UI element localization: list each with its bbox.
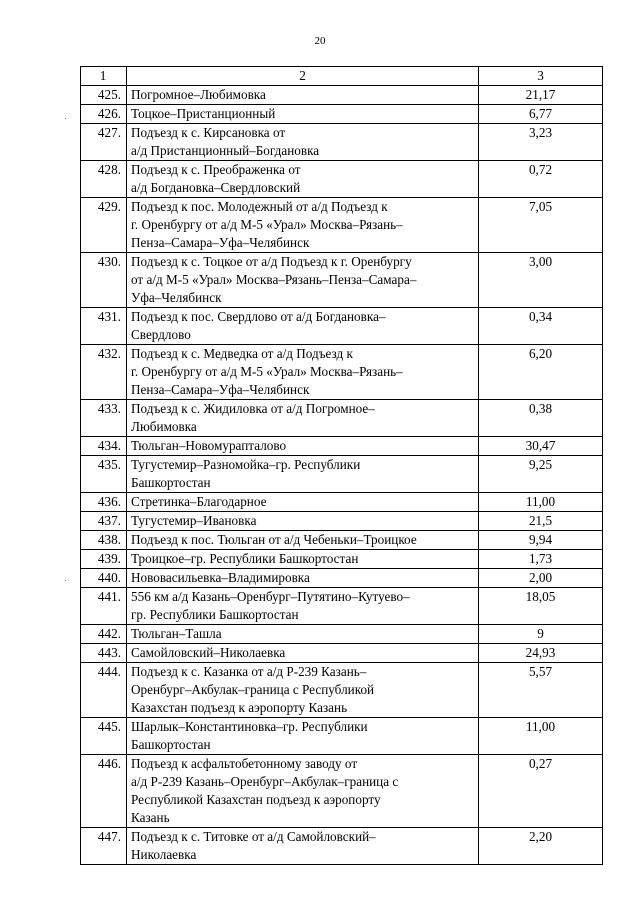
road-name: Тюльган–Новомурапталово (127, 437, 479, 456)
road-length: 6,20 (479, 345, 603, 400)
road-name: Троицкое–гр. Республики Башкортостан (127, 550, 479, 569)
road-length: 21,5 (479, 512, 603, 531)
road-name: Шарлык–Константиновка–гр. Республики Башкортостан (127, 718, 479, 755)
row-number: 426. (81, 105, 127, 124)
road-name: Подъезд к с. Медведка от а/д Подъезд к г. Оренбургу от а/д М-5 «Урал» Москва–Рязань– Пенза–Самара–Уфа–Челябинск (127, 345, 479, 400)
road-name: Тоцкое–Пристанционный (127, 105, 479, 124)
table-row (81, 755, 603, 828)
row-number: 425. (81, 86, 127, 105)
road-length: 11,00 (479, 493, 603, 512)
road-name: Подъезд к с. Жидиловка от а/д Погромное– Любимовка (127, 400, 479, 437)
table-row (81, 161, 603, 198)
scan-mark (65, 118, 66, 119)
road-name: Подъезд к с. Титовке от а/д Самойловский– Николаевка (127, 828, 479, 865)
table-row (81, 588, 603, 625)
road-length: 2,20 (479, 828, 603, 865)
row-number: 428. (81, 161, 127, 198)
row-number: 442. (81, 625, 127, 644)
road-name: Подъезд к пос. Молодежный от а/д Подъезд к г. Оренбургу от а/д М-5 «Урал» Москва–Рязань– Пенза–Самара–Уфа–Челябинск (127, 198, 479, 253)
column-header-length: 3 (479, 67, 603, 86)
page-number: 20 (314, 35, 326, 47)
road-length: 6,77 (479, 105, 603, 124)
road-name: Подъезд к с. Преображенка от а/д Богдановка–Свердловский (127, 161, 479, 198)
row-number: 434. (81, 437, 127, 456)
roads-table (80, 66, 603, 865)
row-number: 440. (81, 569, 127, 588)
road-name: Самойловский–Николаевка (127, 644, 479, 663)
road-name: Подъезд к пос. Свердлово от а/д Богдановка– Свердлово (127, 308, 479, 345)
table-row (81, 718, 603, 755)
row-number: 433. (81, 400, 127, 437)
road-length: 11,00 (479, 718, 603, 755)
road-length: 7,05 (479, 198, 603, 253)
road-length: 0,72 (479, 161, 603, 198)
road-length: 9 (479, 625, 603, 644)
table-row (81, 400, 603, 437)
table-row (81, 493, 603, 512)
row-number: 439. (81, 550, 127, 569)
road-name: Нововасильевка–Владимировка (127, 569, 479, 588)
row-number: 437. (81, 512, 127, 531)
road-length: 24,93 (479, 644, 603, 663)
table-row (81, 531, 603, 550)
road-name: Подъезд к с. Кирсановка от а/д Пристанционный–Богдановка (127, 124, 479, 161)
table-row (81, 663, 603, 718)
row-number: 429. (81, 198, 127, 253)
road-length: 5,57 (479, 663, 603, 718)
column-header-number: 1 (81, 67, 127, 86)
table-row (81, 86, 603, 105)
table-header-row (81, 67, 603, 86)
row-number: 446. (81, 755, 127, 828)
row-number: 445. (81, 718, 127, 755)
table-row (81, 512, 603, 531)
row-number: 443. (81, 644, 127, 663)
road-length: 2,00 (479, 569, 603, 588)
column-header-name: 2 (127, 67, 479, 86)
road-length: 1,73 (479, 550, 603, 569)
road-length: 3,23 (479, 124, 603, 161)
table-row (81, 569, 603, 588)
road-name: Стретинка–Благодарное (127, 493, 479, 512)
table-row (81, 105, 603, 124)
table-row (81, 828, 603, 865)
row-number: 436. (81, 493, 127, 512)
road-length: 0,38 (479, 400, 603, 437)
road-length: 9,25 (479, 456, 603, 493)
road-name: Подъезд к пос. Тюльган от а/д Чебеньки–Троицкое (127, 531, 479, 550)
road-length: 0,34 (479, 308, 603, 345)
table-row (81, 253, 603, 308)
road-name: Подъезд к асфальтобетонному заводу от а/д Р-239 Казань–Оренбург–Акбулак–граница с Республикой Казахстан подъезд к аэропорту Казань (127, 755, 479, 828)
table-row (81, 124, 603, 161)
row-number: 432. (81, 345, 127, 400)
road-name: Подъезд к с. Казанка от а/д Р-239 Казань– Оренбург–Акбулак–граница с Республикой Казахстан подъезд к аэропорту Казань (127, 663, 479, 718)
table-body (81, 86, 603, 865)
row-number: 447. (81, 828, 127, 865)
table-row (81, 644, 603, 663)
road-length: 3,00 (479, 253, 603, 308)
table-row (81, 625, 603, 644)
table-row (81, 456, 603, 493)
road-name: 556 км а/д Казань–Оренбург–Путятино–Кутуево– гр. Республики Башкортостан (127, 588, 479, 625)
road-length: 0,27 (479, 755, 603, 828)
row-number: 430. (81, 253, 127, 308)
table-row (81, 345, 603, 400)
row-number: 444. (81, 663, 127, 718)
scan-mark (65, 580, 66, 581)
row-number: 435. (81, 456, 127, 493)
road-length: 18,05 (479, 588, 603, 625)
table-row (81, 308, 603, 345)
road-length: 21,17 (479, 86, 603, 105)
road-name: Погромное–Любимовка (127, 86, 479, 105)
row-number: 427. (81, 124, 127, 161)
table-row (81, 437, 603, 456)
road-name: Тугустемир–Ивановка (127, 512, 479, 531)
road-length: 30,47 (479, 437, 603, 456)
road-length: 9,94 (479, 531, 603, 550)
row-number: 441. (81, 588, 127, 625)
table-row (81, 198, 603, 253)
table-row (81, 550, 603, 569)
row-number: 431. (81, 308, 127, 345)
row-number: 438. (81, 531, 127, 550)
road-name: Тугустемир–Разномойка–гр. Республики Башкортостан (127, 456, 479, 493)
road-name: Тюльган–Ташла (127, 625, 479, 644)
road-name: Подъезд к с. Тоцкое от а/д Подъезд к г. Оренбургу от а/д М-5 «Урал» Москва–Рязань–Пенза–Самара– Уфа–Челябинск (127, 253, 479, 308)
